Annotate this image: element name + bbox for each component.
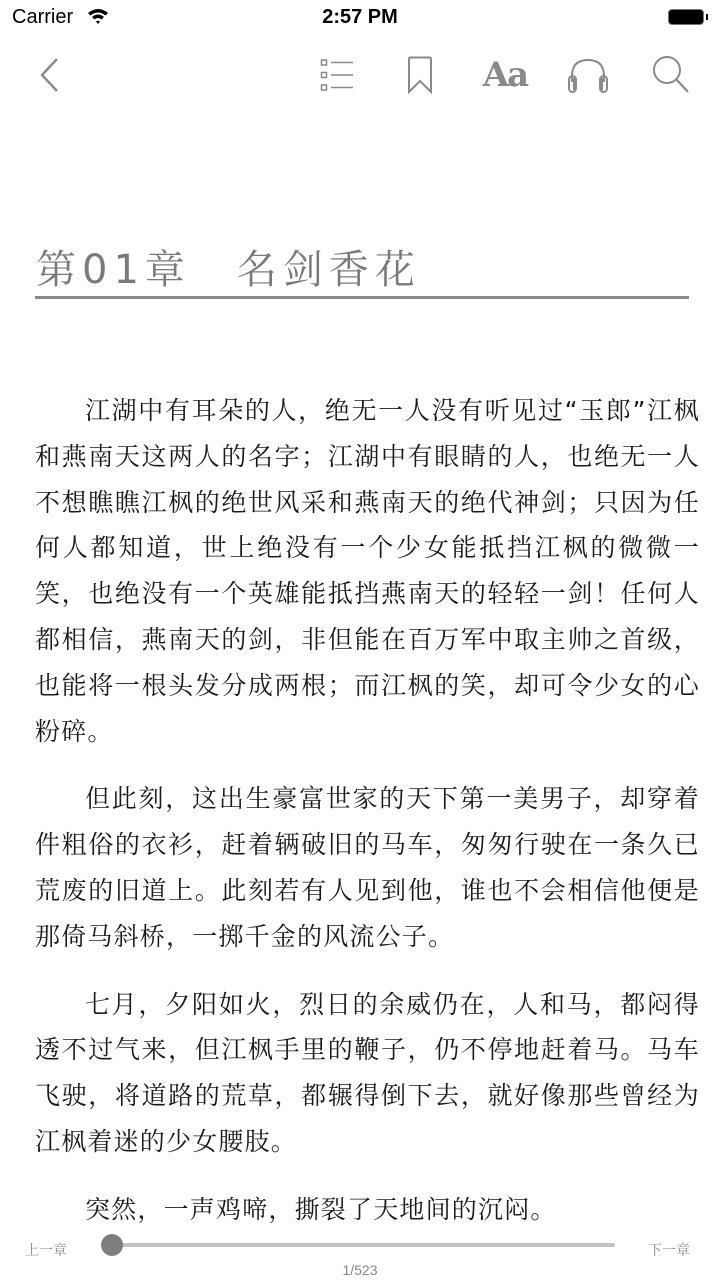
battery-icon	[668, 9, 704, 25]
font-settings-button[interactable]	[480, 45, 530, 105]
paragraph: 突然，一声鸡啼，撕裂了天地间的沉闷。	[85, 1194, 557, 1224]
search-button[interactable]	[648, 45, 694, 105]
table-of-contents-button[interactable]	[315, 45, 359, 105]
page-indicator: 1/523	[342, 1262, 378, 1278]
paragraph: 江湖中有耳朵的人，绝无一人没有听见过“玉郎”江枫和燕南天这两人的名字；江湖中有眼睛的人，也绝无一人不想瞧瞧江枫的绝世风采和燕南天的绝代神剑；只因为任何人都知道，世上绝没有一个少女能抵挡江枫的微微一笑，也绝没有一个英雄能抵挡燕南天的轻轻一剑！任何人都相信，燕南天的剑，非但能在百万军中取主帅之首级，也能将一根头发分成两根；而江枫的笑，却可令少女的心粉碎。	[35, 396, 700, 746]
reader-toolbar	[0, 45, 720, 105]
audio-button[interactable]	[563, 45, 613, 105]
bookmark-button[interactable]	[398, 45, 442, 105]
carrier-label: Carrier	[12, 6, 74, 28]
previous-chapter-button[interactable]: 上一章	[25, 1243, 67, 1259]
next-chapter-button[interactable]: 下一章	[648, 1243, 690, 1259]
clock: 2:57 PM	[322, 6, 398, 28]
title-divider	[35, 296, 689, 299]
progress-slider-thumb[interactable]	[101, 1234, 123, 1256]
progress-slider-track[interactable]	[112, 1243, 615, 1247]
paragraph: 但此刻，这出生豪富世家的天下第一美男子，却穿着件粗俗的衣衫，赶着辆破旧的马车，匆匆行驶在一条久已荒废的旧道上。此刻若有人见到他，谁也不会相信他便是那倚马斜桥，一掷千金的风流公子。	[35, 784, 700, 951]
status-bar	[0, 0, 720, 36]
battery-tip	[706, 14, 708, 20]
chapter-content	[35, 388, 700, 1255]
chevron-left-icon	[38, 57, 62, 93]
chapter-title: 第01章 名剑香花	[36, 247, 421, 293]
back-button[interactable]	[28, 45, 72, 105]
font-settings-icon: Aa	[482, 55, 528, 95]
paragraph: 七月，夕阳如火，烈日的余威仍在，人和马，都闷得透不过气来，但江枫手里的鞭子，仍不停地赶着马。马车飞驶，将道路的荒草，都辗得倒下去，就好像那些曾经为江枫着迷的少女腰肢。	[35, 989, 700, 1156]
bookmark-icon	[407, 56, 433, 94]
table-of-contents-icon	[320, 58, 354, 92]
search-icon	[651, 55, 691, 95]
headphones-icon	[565, 56, 611, 94]
